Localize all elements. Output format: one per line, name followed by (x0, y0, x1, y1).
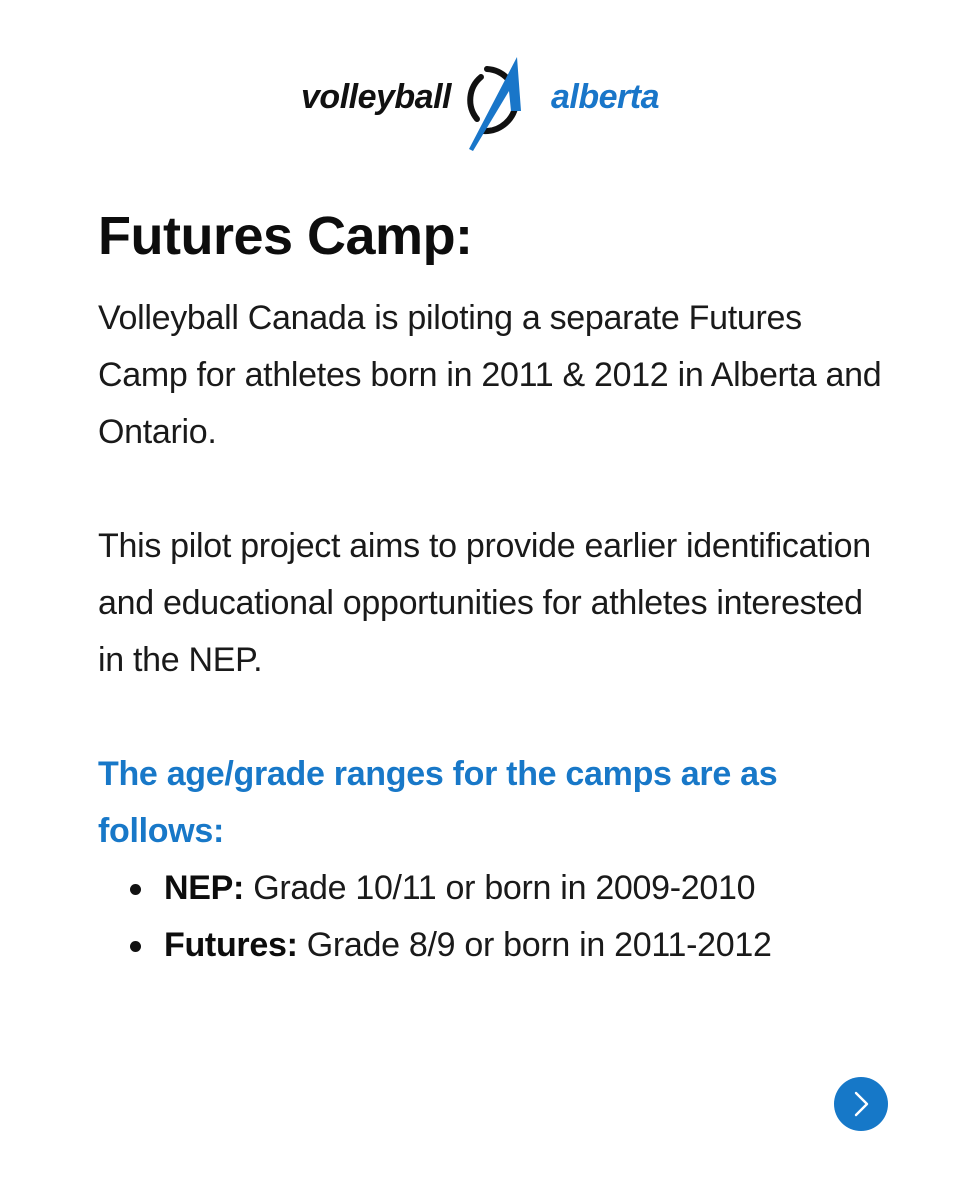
volleyball-alberta-a-mark-icon (459, 53, 541, 153)
bullet-icon (130, 941, 141, 952)
bullet-term: NEP: (164, 869, 254, 907)
logo-word-volleyball: volleyball (301, 78, 451, 116)
list-item-futures (128, 917, 888, 974)
bullet-term: Futures: (164, 926, 307, 964)
next-slide-button[interactable] (834, 1077, 888, 1131)
camp-ranges-list (98, 860, 888, 974)
slide-content (98, 200, 888, 974)
logo-word-alberta: alberta (550, 78, 659, 116)
logo (0, 48, 960, 158)
bullet-text: Grade 8/9 or born in 2011-2012 (306, 926, 772, 964)
list-item-nep (128, 860, 888, 917)
chevron-right-icon (850, 1091, 872, 1117)
age-grade-subheading: The age/grade ranges for the camps are as follows: (98, 755, 778, 850)
bullet-text: Grade 10/11 or born in 2009-2010 (253, 869, 756, 907)
bullet-icon (130, 884, 141, 895)
pilot-paragraph: This pilot project aims to provide earlier identification and educational opportunities for athletes interested in the NEP. (98, 527, 871, 679)
intro-paragraph: Volleyball Canada is piloting a separate Futures Camp for athletes born in 2011 & 2012 in Alberta and Ontario. (98, 299, 882, 451)
page-title: Futures Camp: (98, 206, 473, 266)
